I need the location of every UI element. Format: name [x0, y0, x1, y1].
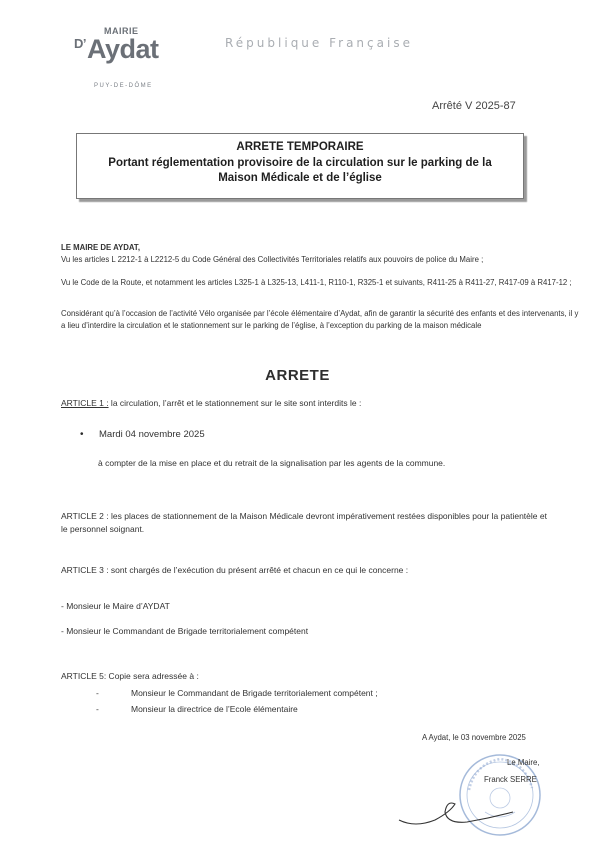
- considerant: Considérant qu’à l’occasion de l’activité Vélo organisée par l’école élémentaire d’Aydat, afin de garantir la sécurité des enfants et des intervenants, il y a lieu d’interdire la circulation et le stationnement sur le parking de l’église, à l’exception du parking de la maison médicale: [61, 309, 579, 330]
- vu-articles-cgct: Vu les articles L 2212-1 à L2212-5 du Code Général des Collectivités Territoriales relatifs aux pouvoirs de police du Maire ;: [61, 255, 484, 264]
- signature-name: Franck SERRE: [484, 775, 537, 784]
- article-5: ARTICLE 5: Copie sera adressée à :: [61, 671, 199, 681]
- maire-heading: LE MAIRE DE AYDAT,: [61, 243, 140, 252]
- article-1-text: la circulation, l’arrêt et le stationnement sur le site sont interdits le :: [108, 398, 362, 408]
- arrete-heading: ARRETE: [265, 367, 330, 384]
- signature-role: Le Maire,: [507, 758, 540, 767]
- logo-name-prefix: D’: [74, 36, 86, 51]
- title-box: [76, 133, 524, 199]
- article-1: [61, 397, 361, 410]
- article-1-date: Mardi 04 novembre 2025: [99, 429, 205, 440]
- copy-recipient: Monsieur la directrice de l’Ecole élémentaire: [131, 704, 298, 714]
- republique-header: République Française: [225, 36, 413, 50]
- article-2: ARTICLE 2 : les places de stationnement de la Maison Médicale devront impérativement restées disponibles pour la patientèle et le personnel soignant.: [61, 511, 547, 534]
- logo-name-main: Aydat: [87, 34, 159, 64]
- arrete-reference: Arrêté V 2025-87: [432, 100, 516, 112]
- article-1-detail: à compter de la mise en place et du retrait de la signalisation par les agents de la commune.: [98, 458, 446, 468]
- vu-code-route: Vu le Code de la Route, et notamment les articles L325-1 à L325-13, L411-1, R110-1, R325-1 et suivants, R411-25 à R411-27, R417-09 à R417-12 ;: [61, 278, 572, 287]
- copy-dash: -: [96, 704, 99, 714]
- mairie-logo: [70, 24, 190, 94]
- title-main: ARRETE TEMPORAIRE: [236, 141, 364, 153]
- article-3: ARTICLE 3 : sont chargés de l’exécution du présent arrêté et chacun en ce qui le concerne :: [61, 565, 409, 575]
- logo-name: [74, 34, 159, 65]
- copy-dash: -: [96, 688, 99, 698]
- article-1-label: ARTICLE 1 :: [61, 398, 109, 408]
- handwritten-signature: [395, 790, 525, 835]
- article-3-item: - Monsieur le Maire d’AYDAT: [61, 601, 170, 611]
- logo-mairie-text: MAIRIE: [104, 26, 139, 36]
- bullet-icon: •: [80, 429, 84, 440]
- copy-recipient: Monsieur le Commandant de Brigade territorialement compétent ;: [131, 688, 378, 698]
- title-subtitle: Portant réglementation provisoire de la circulation sur le parking de la Maison Médicale et de l’église: [108, 157, 492, 184]
- signature-place-date: A Aydat, le 03 novembre 2025: [422, 733, 526, 742]
- logo-subtitle: PUY-DE-DÔME: [94, 83, 153, 89]
- article-3-item: - Monsieur le Commandant de Brigade territorialement compétent: [61, 626, 309, 636]
